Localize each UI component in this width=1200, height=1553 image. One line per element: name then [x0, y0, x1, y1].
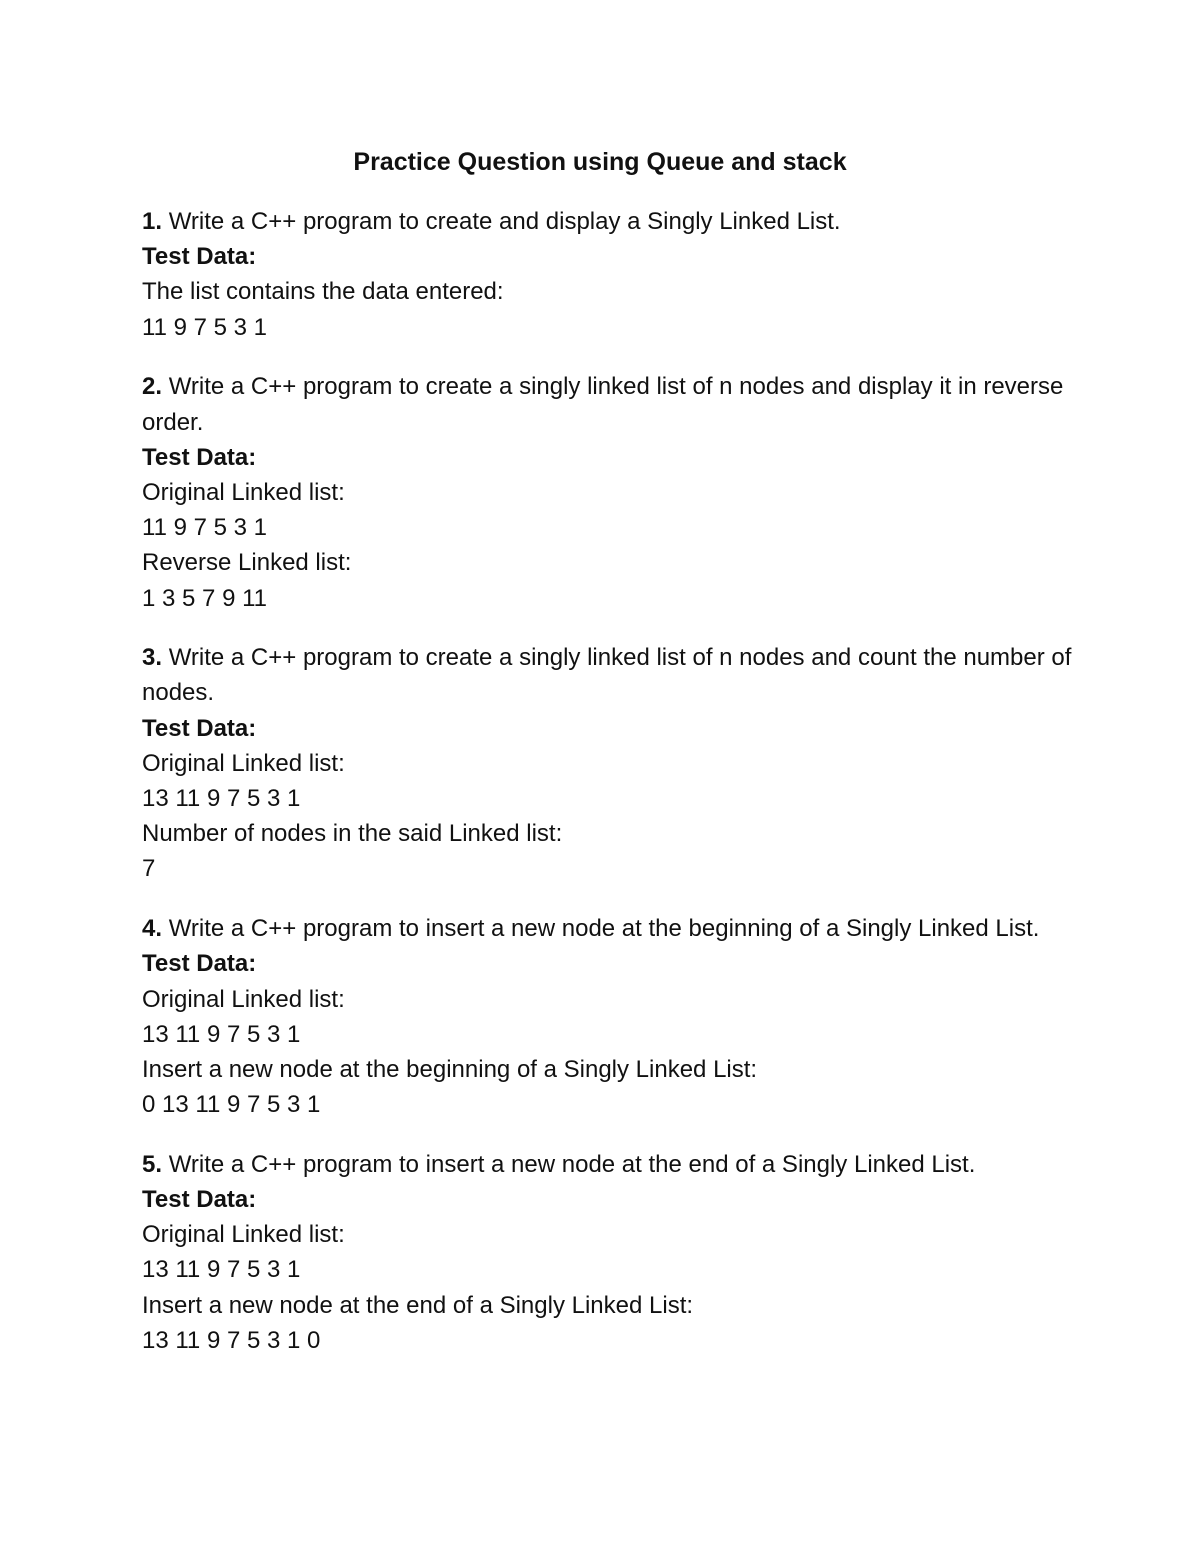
test-data-line: Insert a new node at the beginning of a Singly Linked List:	[142, 1055, 758, 1083]
test-data-line: Original Linked list:	[142, 1221, 345, 1249]
test-data-line: Original Linked list:	[142, 478, 345, 506]
test-data-line: 0 13 11 9 7 5 3 1	[142, 1091, 321, 1119]
question-prompt	[142, 369, 1072, 439]
test-data-line: 7	[142, 855, 156, 883]
test-data-line: 13 11 9 7 5 3 1	[142, 1020, 301, 1048]
test-data-line: 13 11 9 7 5 3 1	[142, 785, 301, 813]
test-data-line: Number of nodes in the said Linked list:	[142, 820, 563, 848]
question-number: 1.	[142, 208, 163, 235]
question-4	[142, 911, 1072, 1122]
question-1	[142, 204, 1072, 345]
test-data-line: Reverse Linked list:	[142, 549, 352, 577]
question-text: Write a C++ program to insert a new node at the beginning of a Singly Linked List.	[168, 915, 1040, 943]
question-3	[142, 640, 1072, 886]
test-data-line: Original Linked list:	[142, 985, 345, 1013]
test-data-line: 11 9 7 5 3 1	[142, 313, 267, 341]
question-list	[142, 204, 1072, 1383]
question-prompt	[142, 640, 1072, 710]
question-prompt	[142, 1147, 1072, 1182]
test-data-label: Test Data:	[142, 1186, 257, 1214]
question-number: 4.	[142, 915, 163, 943]
test-data-label: Test Data:	[142, 714, 257, 742]
test-data-line: Insert a new node at the end of a Singly Linked List:	[142, 1291, 694, 1319]
question-number: 3.	[142, 644, 163, 672]
test-data-line: Original Linked list:	[142, 749, 345, 777]
test-data-label: Test Data:	[142, 243, 257, 271]
question-text: Write a C++ program to create a singly linked list of n nodes and display it in reverse order.	[142, 373, 1064, 436]
test-data-label: Test Data:	[142, 950, 257, 978]
question-text: Write a C++ program to insert a new node at the end of a Singly Linked List.	[168, 1150, 976, 1178]
test-data-label: Test Data:	[142, 443, 257, 471]
test-data-line: 13 11 9 7 5 3 1 0	[142, 1326, 321, 1354]
question-5	[142, 1147, 1072, 1358]
question-number: 2.	[142, 373, 163, 401]
test-data-line: 11 9 7 5 3 1	[142, 514, 267, 542]
question-prompt	[142, 204, 1072, 239]
test-data-line: The list contains the data entered:	[142, 278, 504, 306]
question-2	[142, 369, 1072, 615]
test-data-line: 13 11 9 7 5 3 1	[142, 1256, 301, 1284]
question-number: 5.	[142, 1150, 163, 1178]
question-text: Write a C++ program to create and display a Singly Linked List.	[168, 208, 841, 235]
page-title: Practice Question using Queue and stack	[353, 148, 847, 176]
question-prompt	[142, 911, 1072, 946]
test-data-line: 1 3 5 7 9 11	[142, 584, 267, 612]
question-text: Write a C++ program to create a singly linked list of n nodes and count the number of nodes.	[142, 644, 1072, 707]
